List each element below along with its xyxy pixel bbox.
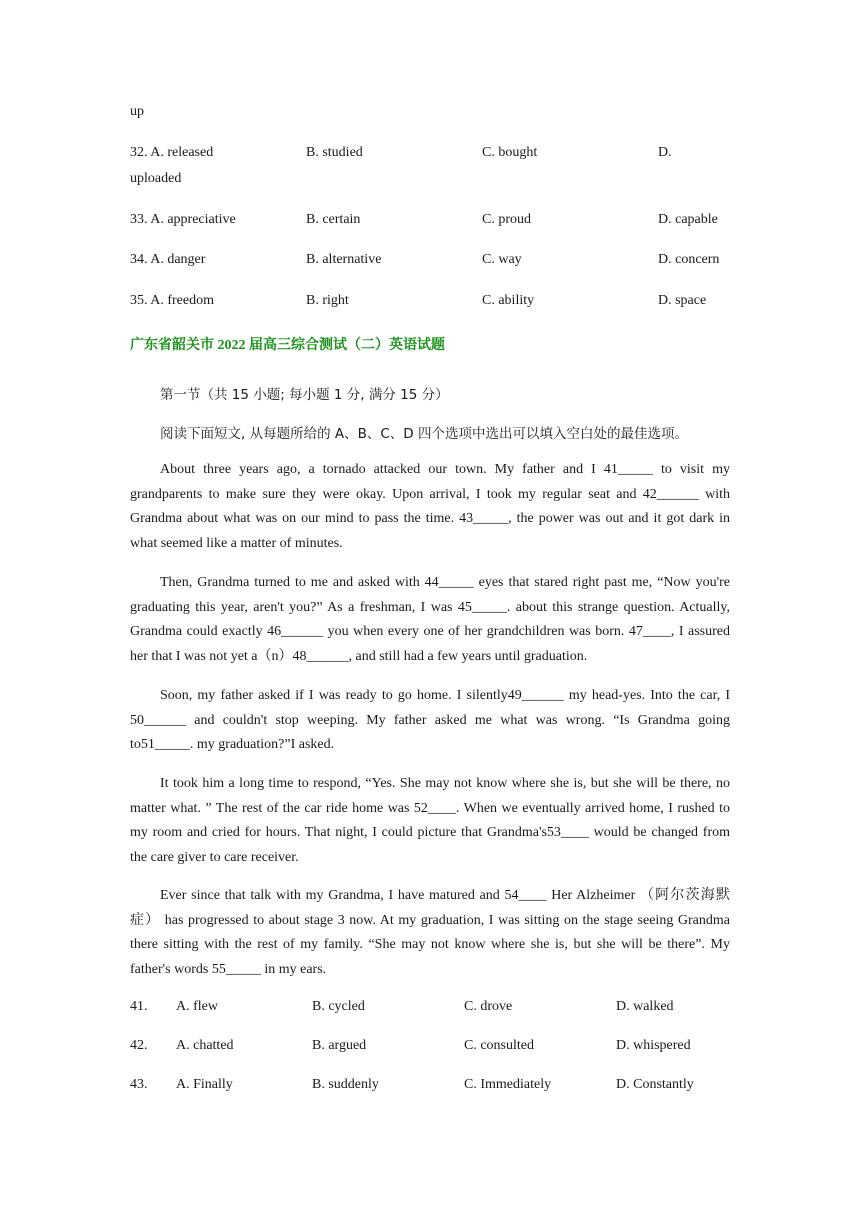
q41-option-a: A. flew (176, 999, 218, 1014)
paragraph-text: Soon, my father asked if I was ready to go home. I silently49______ my head-yes. Into the car, I 50______ and couldn't stop weeping. My father asked me what was wrong. “Is Grandma going to51_____. my graduation?”I asked. (130, 688, 730, 753)
q43-option-b: B. suddenly (312, 1077, 379, 1092)
q32-option-d: D. (658, 145, 672, 160)
q32-option-b: B. studied (306, 145, 363, 160)
section-info: 第一节（共 15 小题; 每小题 1 分, 满分 15 分） (160, 387, 449, 403)
q42-option-a: A. chatted (176, 1038, 234, 1053)
q35-option-a: 35. A. freedom (130, 293, 214, 308)
q43-number: 43. (130, 1077, 148, 1092)
q43-option-a: A. Finally (176, 1077, 233, 1092)
question-42-options (130, 1038, 730, 1058)
question-43-options (130, 1077, 730, 1097)
paragraph-text: About three years ago, a tornado attacked our town. My father and I 41_____ to visit my grandparents to make sure they were okay. Upon arrival, I took my regular seat and 42______ with Grandma about what was on our mind to pass the time. 43_____, the power was out and it got dark in what seemed like a matter of minutes. (130, 462, 730, 552)
q32-option-a: 32. A. released (130, 145, 214, 160)
passage-paragraph-3 (130, 684, 730, 758)
question-34-options (130, 252, 730, 272)
q33-option-b: B. certain (306, 212, 361, 227)
passage-paragraph-4 (130, 772, 730, 871)
q42-option-d: D. whispered (616, 1038, 691, 1053)
q34-option-b: B. alternative (306, 252, 382, 267)
q33-option-d: D. capable (658, 212, 718, 227)
q32-option-c: C. bought (482, 145, 538, 160)
q34-option-d: D. concern (658, 252, 720, 267)
q32-option-d-wrap: uploaded (130, 171, 182, 186)
top-fragment: up (130, 104, 144, 119)
q35-option-d: D. space (658, 293, 707, 308)
q43-option-d: D. Constantly (616, 1077, 694, 1092)
passage-paragraph-5 (130, 884, 730, 983)
q34-option-c: C. way (482, 252, 522, 267)
passage-paragraph-1 (130, 458, 730, 557)
q43-option-c: C. Immediately (464, 1077, 552, 1092)
q41-number: 41. (130, 999, 148, 1014)
paragraph-text: Ever since that talk with my Grandma, I have matured and 54____ Her Alzheimer （阿尔茨海默症） has progressed to about stage 3 now. At my graduation, I was sitting on the stage seeing Grandma there sitting with the rest of my family. “She may not know where she is, but she will be there”. My father's words 55_____ in my ears. (130, 888, 730, 978)
q35-option-c: C. ability (482, 293, 535, 308)
q41-option-b: B. cycled (312, 999, 365, 1014)
q33-option-c: C. proud (482, 212, 531, 227)
paragraph-text: Then, Grandma turned to me and asked with 44_____ eyes that stared right past me, “Now you're graduating this year, aren't you?” As a freshman, I was 45_____. about this strange question. Actually, Grandma could exactly 46______ you when every one of her grandchildren was born. 47____, I assured her that I was not yet a（n）48______, and still had a few years until graduation. (130, 575, 730, 665)
question-35-options (130, 293, 730, 313)
instruction: 阅读下面短文, 从每题所给的 A、B、C、D 四个选项中选出可以填入空白处的最佳选项。 (160, 426, 688, 442)
paragraph-text: It took him a long time to respond, “Yes. She may not know where she is, but she will be there, no matter what. ” The rest of the car ride home was 52____. When we eventually arrived home, I rushed to my room and cried for hours. That night, I could picture that Grandma's53____ would be changed from the care giver to care receiver. (130, 776, 730, 866)
q42-number: 42. (130, 1038, 148, 1053)
q33-option-a: 33. A. appreciative (130, 212, 236, 227)
q35-option-b: B. right (306, 293, 349, 308)
q42-option-c: C. consulted (464, 1038, 534, 1053)
q41-option-d: D. walked (616, 999, 674, 1014)
q34-option-a: 34. A. danger (130, 252, 206, 267)
q41-option-c: C. drove (464, 999, 513, 1014)
passage-paragraph-2 (130, 571, 730, 670)
q42-option-b: B. argued (312, 1038, 367, 1053)
question-32-options (130, 145, 730, 165)
question-41-options (130, 999, 730, 1019)
section-title: 广东省韶关市 2022 届高三综合测试（二）英语试题 (130, 338, 445, 353)
question-33-options (130, 212, 730, 232)
